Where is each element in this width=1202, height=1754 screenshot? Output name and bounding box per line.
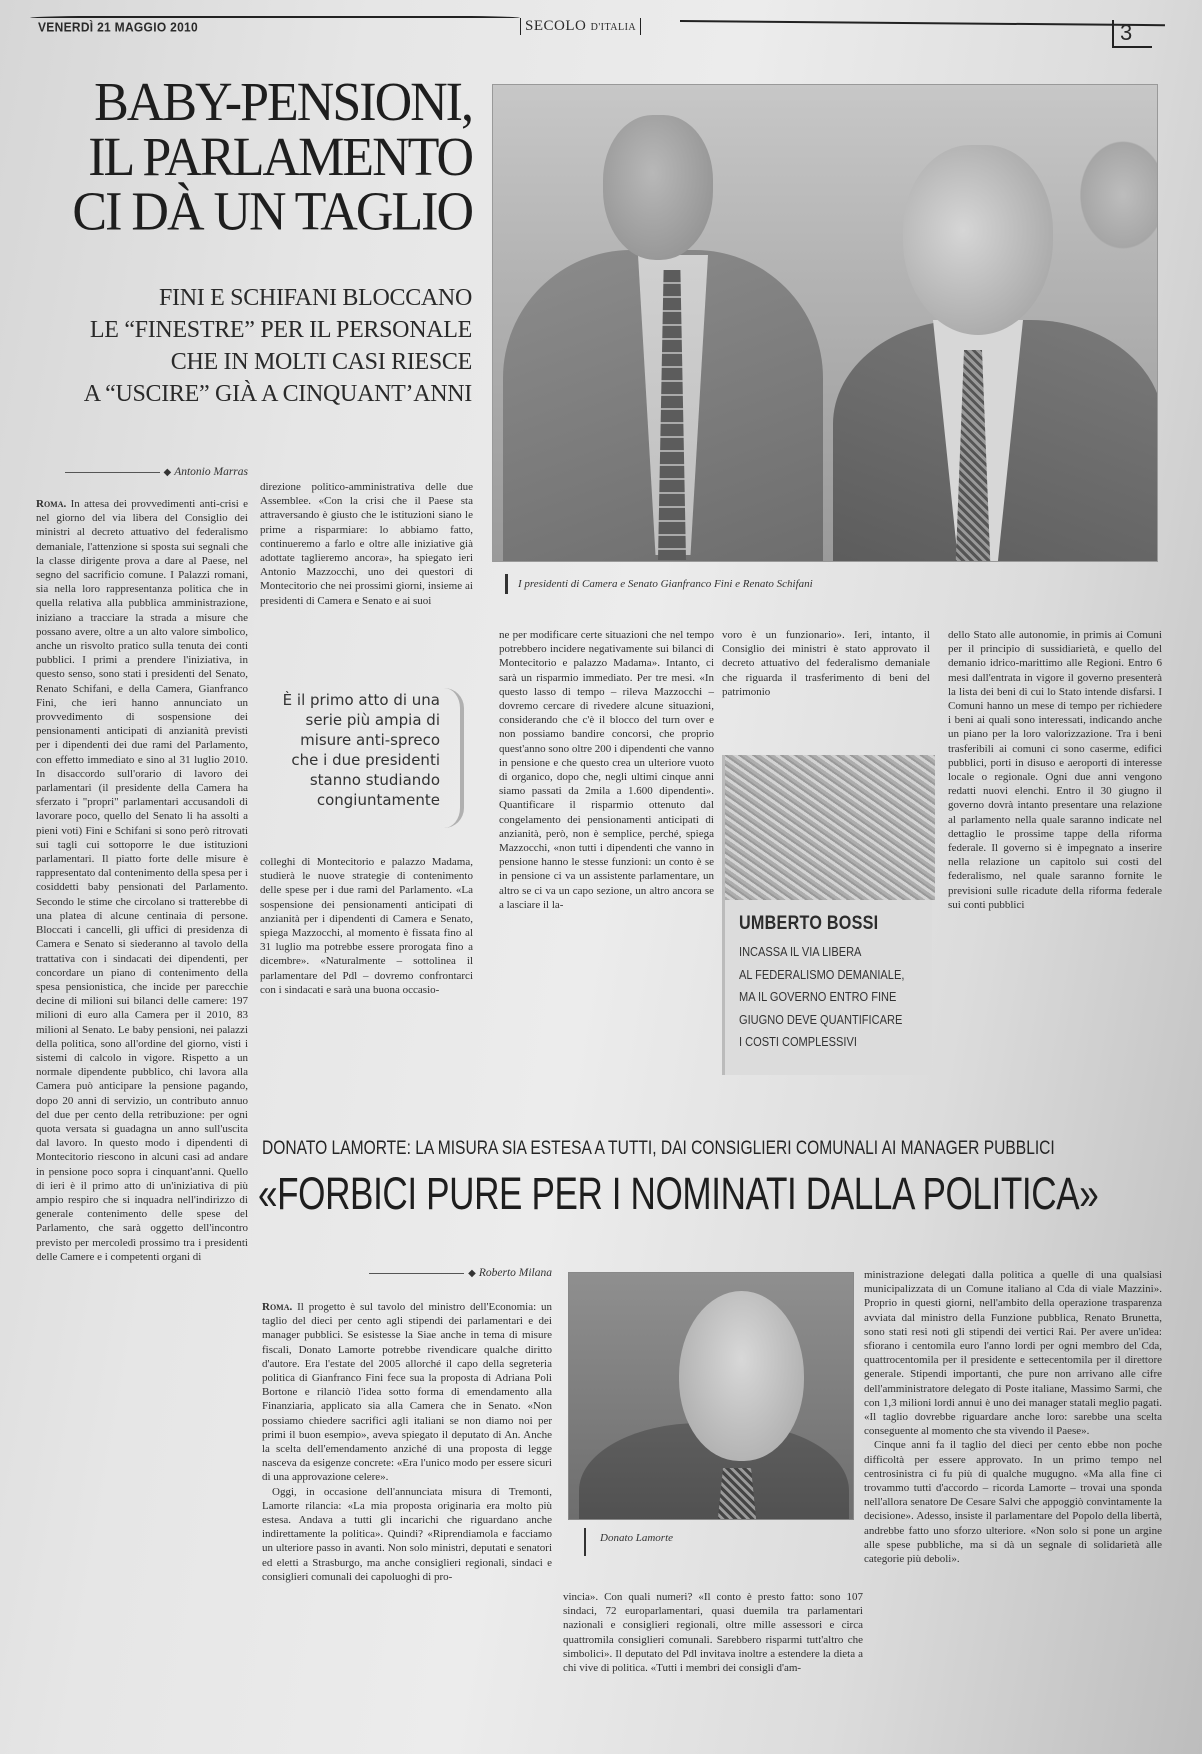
column-text: ministrazione delegati dalla politica a quelle di una qualsiasi municipalizzata di un Comune italiano al Cda di viale Mazzini». Proprio in questi giorni, nell'ambito della operazione trasparenza avviata dal ministro della Funzione pubblica, Renato Brunetta, sono stati resi noti gli stipendi dei vertici Rai. Per avere un'idea: sfiorano i centomila euro l'anno lordi per ogni membro del Cda, quattrocentomila per il presidente e settecentomila per il direttore generale. Stipendi importanti, che pure non arrivano alle cifre dell'amministratore delegato di Poste italiane, Massimo Sarmi, che con 1,3 milioni lordi annui è uno dei manager statali meglio pagati. «Il taglio dovrebbe riguardare anche loro: sarebbe una scelta conseguente al momento che sta vivendo il Paese».	[864, 1269, 1162, 1438]
article-column	[36, 497, 248, 1264]
photo-lamorte	[568, 1272, 854, 1520]
headline-line: CI DÀ UN TAGLIO	[72, 182, 472, 242]
subheadline	[32, 282, 472, 410]
photo-figure	[717, 1468, 757, 1520]
newspaper-name	[520, 18, 641, 35]
photo-figure	[603, 115, 713, 260]
subhead-line: FINI E SCHIFANI BLOCCANO	[158, 285, 472, 311]
photo-caption: I presidenti di Camera e Senato Gianfranco Fini e Renato Schifani	[505, 574, 813, 594]
sidebar-text	[739, 941, 935, 1054]
sidebar-title: UMBERTO BOSSI	[739, 913, 879, 934]
byline	[36, 466, 248, 478]
column-text: Il progetto è sul tavolo del ministro dell'Economia: un taglio del dieci per cento agli stipendi dei parlamentari e dei manager pubblici. Se esistesse la Siae anche in tema di misure fiscali, Donato Lamorte potrebbe rivendicare qualche diritto d'autore. Era l'estate del 2005 allorché il capo della segreteria politica di Gianfranco Fini fece sua la proposta di Adriana Poli Bortone e rilanciò l'idea sotto forma di emendamento alla Finanziaria, applicato sia alla Camera che in Senato. «Non possiamo chiedere sacrifici agli italiani se non diamo noi per primi il buon esempio», aveva spiegato il deputato di An. Anche la scelta dell'emendamento anziché di una proposta di legge nasceva da esigenze concrete: «Era l'unico modo per essere sicuri di una approvazione celere».	[262, 1301, 553, 1484]
sidebar-line: AL FEDERALISMO DEMANIALE,	[739, 966, 905, 982]
newspaper-title-suffix: D'ITALIA	[590, 22, 637, 33]
photo-caption: Donato Lamorte	[584, 1528, 673, 1556]
subhead-line: A “USCIRE” GIÀ A CINQUANT’ANNI	[83, 381, 472, 407]
header-rule-left	[30, 16, 520, 18]
column-text: In attesa dei provvedimenti anti-crisi e nel giorno del via libera del Consiglio dei ministri al decreto attuativo del federalismo demaniale, l'attenzione si sposta sui segnali che la classe dirigente prova a dare al Paese, nel segno del sacrificio comune. I Palazzi romani, sia nella loro rappresentanza politica che in quella relativa alla pubblica amministrazione, iniziano a tracciare la strada a misure che possano avere, oltre a un alto valore simbolico, anche un risvolto pratico sulla tenuta dei conti pubblici. I primi a prendere l'iniziativa, in questo senso, sono stati i presidenti del Senato, Renato Schifani, e della Camera, Gianfranco Fini, che ieri hanno annunciato un provvedimento di sospensione dei pensionamenti anticipati di anzianità previsti per i dipendenti dei due rami del Parlamento, con effetto immediato e sino al 31 luglio 2010. In disaccordo sull'orario di lavoro dei parlamentari (il presidente della Camera ha sferzato i "propri" parlamentari accusandoli di lavorare poco, quello del Senato li ha assolti a pieni voti) Fini e Schifani si sono però ritrovati sui tagli cui sottoporre le due istituzioni parlamentari. Il piatto forte delle misure è rappresentato dal contenimento della spesa per i cosiddetti baby pensionati del Parlamento. Secondo le stime che circolano si tratterebbe di una platea di alcune centinaia di persone. Bloccati i cancelli, gli uffici di presidenza di Camera e Senato si siederanno al tavolo della trattativa con i sindacati dei dipendenti, per concordare un piano di contenimento della spesa pensionistica, che incide per parecchie decine di milioni sui bilanci delle camere: 197 milioni di euro alla Camera per il 2010, 83 milioni al Senato. Le baby pensioni, nei palazzi della politica, sono all'ordine del giorno, visti i sistemi di calcolo in vigore. Rispetto a un normale dipendente pubblico, chi lavora alla Camera può anticipare la pensione pagando, dopo 20 anni di servizio, un contributo annuo del due per cento della retribuzione: per ogni quota versata si guadagna un anno sull'uscita dal lavoro. In questo modo i dipendenti di Montecitorio riescono in alcuni casi ad andare in pensione poco sopra i cinquant'anni. Quello di ieri è il primo atto di un'iniziativa di più ampio respiro che si inquadra nell'indirizzo di generale contenimento delle spese del Parlamento, che sarà oggetto dell'incontro previsto per mercoledì prossimo tra i presidenti delle Camere e i competenti organi di	[36, 498, 248, 1263]
article-column: direzione politico-amministrativa delle due Assemblee. «Con la crisi che il Paese sta attraversando è giusto che le istituzioni siano le prime a risparmiare: lo abbiamo fatto, continueremo a farlo e oltre alle iniziative già adottate taglieremo ancora», ha spiegato ieri Antonio Mazzocchi, uno dei questori di Montecitorio che nei prossimi giorni, insieme ai presidenti di Camera e Senato e ai suoi	[260, 481, 473, 607]
main-headline	[32, 72, 472, 242]
page-number: 3	[1112, 20, 1152, 48]
article-column: voro è un funzionario». Ieri, intanto, il Consiglio dei ministri è stato approvato il decreto attuativo del federalismo demaniale che riguarda il trasferimento di beni del patrimonio	[722, 629, 930, 698]
photo-figure	[679, 1291, 804, 1461]
sidebar-bossi	[722, 755, 932, 1075]
dateline: Roma.	[36, 498, 67, 510]
column-text: Oggi, in occasione dell'annunciata misura di Tremonti, Lamorte rilancia: «La mia proposta originaria era molto più estesa. Andava a tutti gli incarichi che riguardano anche indirettamente la politica». Quindi? «Riprendiamola e facciamo un ulteriore passo in avanti. Non solo ministri, deputati e senatori ed eletti a Strasburgo, ma anche consiglieri regionali, sindaci e consiglieri comunali dei capoluoghi di pro-	[262, 1485, 552, 1583]
sidebar-line: GIUGNO DEVE QUANTIFICARE	[739, 1011, 903, 1027]
issue-date: VENERDÌ 21 MAGGIO 2010	[38, 19, 198, 35]
article-column: dello Stato alle autonomie, in primis ai Comuni per il principio di sussidiarietà, e quello del demanio idrico-marittimo alle Regioni. Entro 6 mesi dall'entrata in vigore il governo presenterà la lista dei beni di cui lo Stato intende disfarsi. I Comuni hanno un mese di tempo per richiedere i beni ai quali sono interessati, indicando anche un piano per la loro valorizzazione. Tra i beni trasferibili ai comuni ci sono caserme, edifici pubblici, porti in disuso e aeroporti di interesse locale o regionale. Ogni due anni vengono redatti nuovi elenchi. Entro il 30 giugno il governo dovrà intanto presentare una relazione al parlamento nella quale saranno indicate nel dettaglio le prossime tappe della riforma federale. Il governo si è impegnato a inserire nella relazione un capitolo sui costi del federalismo, nel quale saranno fornite le previsioni sulle ricadute della riforma federale sui conti pubblici	[948, 629, 1162, 911]
dateline: Roma.	[262, 1301, 293, 1313]
sidebar-line: I COSTI COMPLESSIVI	[739, 1034, 857, 1049]
article-column	[864, 1268, 1162, 1566]
diamond-icon: ◆	[468, 1268, 476, 1279]
subhead-line: LE “FINESTRE” PER IL PERSONALE	[89, 317, 472, 343]
headline-line: BABY-PENSIONI,	[94, 72, 472, 133]
subhead-line: CHE IN MOLTI CASI RIESCE	[170, 349, 472, 375]
article-column: ne per modificare certe situazioni che nel tempo potrebbero incidere negativamente sui bilanci di Montecitorio e palazzo Madama». Intanto, ci sarà un risparmio immediato. Per tre mesi. «In questo lasso di tempo – rileva Mazzocchi – dovremo cercare di rivedere alcune situazioni, considerando che c'è il blocco del turn over e non possiamo bandire concorsi, che proprio quest'anno sono oltre 200 i dipendenti che vanno in pensione e che questo crea un ulteriore vuoto di organico, dopo che, negli ultimi cinque anni siamo passati da 2mila a 1.600 dipendenti». Quantificare il risparmio ottenuto dal congelamento dei pensionamenti anticipati di anzianità, però, non è semplice, perché, spiega Mazzocchi, «non tutti i dipendenti che vanno in pensione hanno le stesse funzioni: un conto è se in pensione ci va un assistente parlamentare, un altro se ci va un capo sezione, un altro ancora se a lasciare il la-	[499, 629, 714, 911]
sidebar-line: INCASSA IL VIA LIBERA	[739, 944, 862, 959]
pull-quote: È il primo atto di una serie più ampia di misure anti-spreco che i due presidenti stanno studiando congiuntamente	[282, 691, 440, 809]
pull-quote-brace	[438, 688, 464, 828]
article2-kicker: DONATO LAMORTE: LA MISURA SIA ESTESA A TUTTI, DAI CONSIGLIERI COMUNALI AI MANAGER PUBBLICI	[262, 1138, 1055, 1159]
article-column	[262, 1300, 552, 1584]
photo-figure	[903, 145, 1053, 335]
headline-line: IL PARLAMENTO	[88, 127, 472, 188]
article2-headline: «FORBICI PURE PER I NOMINATI DALLA POLITICA»	[258, 1168, 1099, 1219]
column-text: Cinque anni fa il taglio del dieci per cento ebbe non poche difficoltà per essere approvato. In un primo tempo nel centrosinistra ci fu più di qualche mugugno. «Ma alla fine ci trovammo tutti d'accordo – ricorda Lamorte – trovai una sponda nell'allora senatore De Cesare Salvi che appoggiò convintamente la decisione». Adesso, insiste il parlamentare del Popolo della libertà, andrebbe fatto uno sforzo ulteriore. «Non solo si pone un argine alle spese pubbliche, ma si dà un segnale di solidarietà alle categorie più deboli».	[864, 1439, 1162, 1566]
newspaper-title: SECOLO	[525, 18, 587, 34]
byline	[262, 1267, 552, 1279]
diamond-icon: ◆	[163, 467, 172, 478]
sidebar-line: MA IL GOVERNO ENTRO FINE	[739, 989, 897, 1004]
byline-author: Roberto Milana	[478, 1267, 552, 1279]
photo-crowd	[725, 755, 935, 900]
header-rule-right	[680, 20, 1165, 26]
byline-author: Antonio Marras	[174, 466, 248, 478]
article-column: colleghi di Montecitorio e palazzo Madama, studierà le nuove strategie di contenimento delle spese per i due rami del Parlamento. «La sospensione dei pensionamenti anticipati di anzianità per i dipendenti di Camera e Senato, spiega Mazzocchi, al momento è fissata fino al 31 luglio ma potrebbe essere prorogata fino a dicembre». «Naturalmente – sottolinea il parlamentare del Pdl – dovremo confrontarci con i sindacati e sarà una buona occasio-	[260, 856, 473, 996]
photo-fini-schifani	[492, 84, 1158, 562]
article-column: vincia». Con quali numeri? «Il conto è presto fatto: sono 107 sindaci, 72 europarlamentari, quasi duemila tra parlamentari nazionali e consiglieri regionali, oltre mille assessori e circa quattromila consiglieri comunali. Sarebbero risparmi tutt'altro che simbolici». Il deputato del Pdl invitava inoltre a estendere la dieta a chi vive di politica. «Tutti i membri dei consigli d'am-	[563, 1591, 863, 1675]
